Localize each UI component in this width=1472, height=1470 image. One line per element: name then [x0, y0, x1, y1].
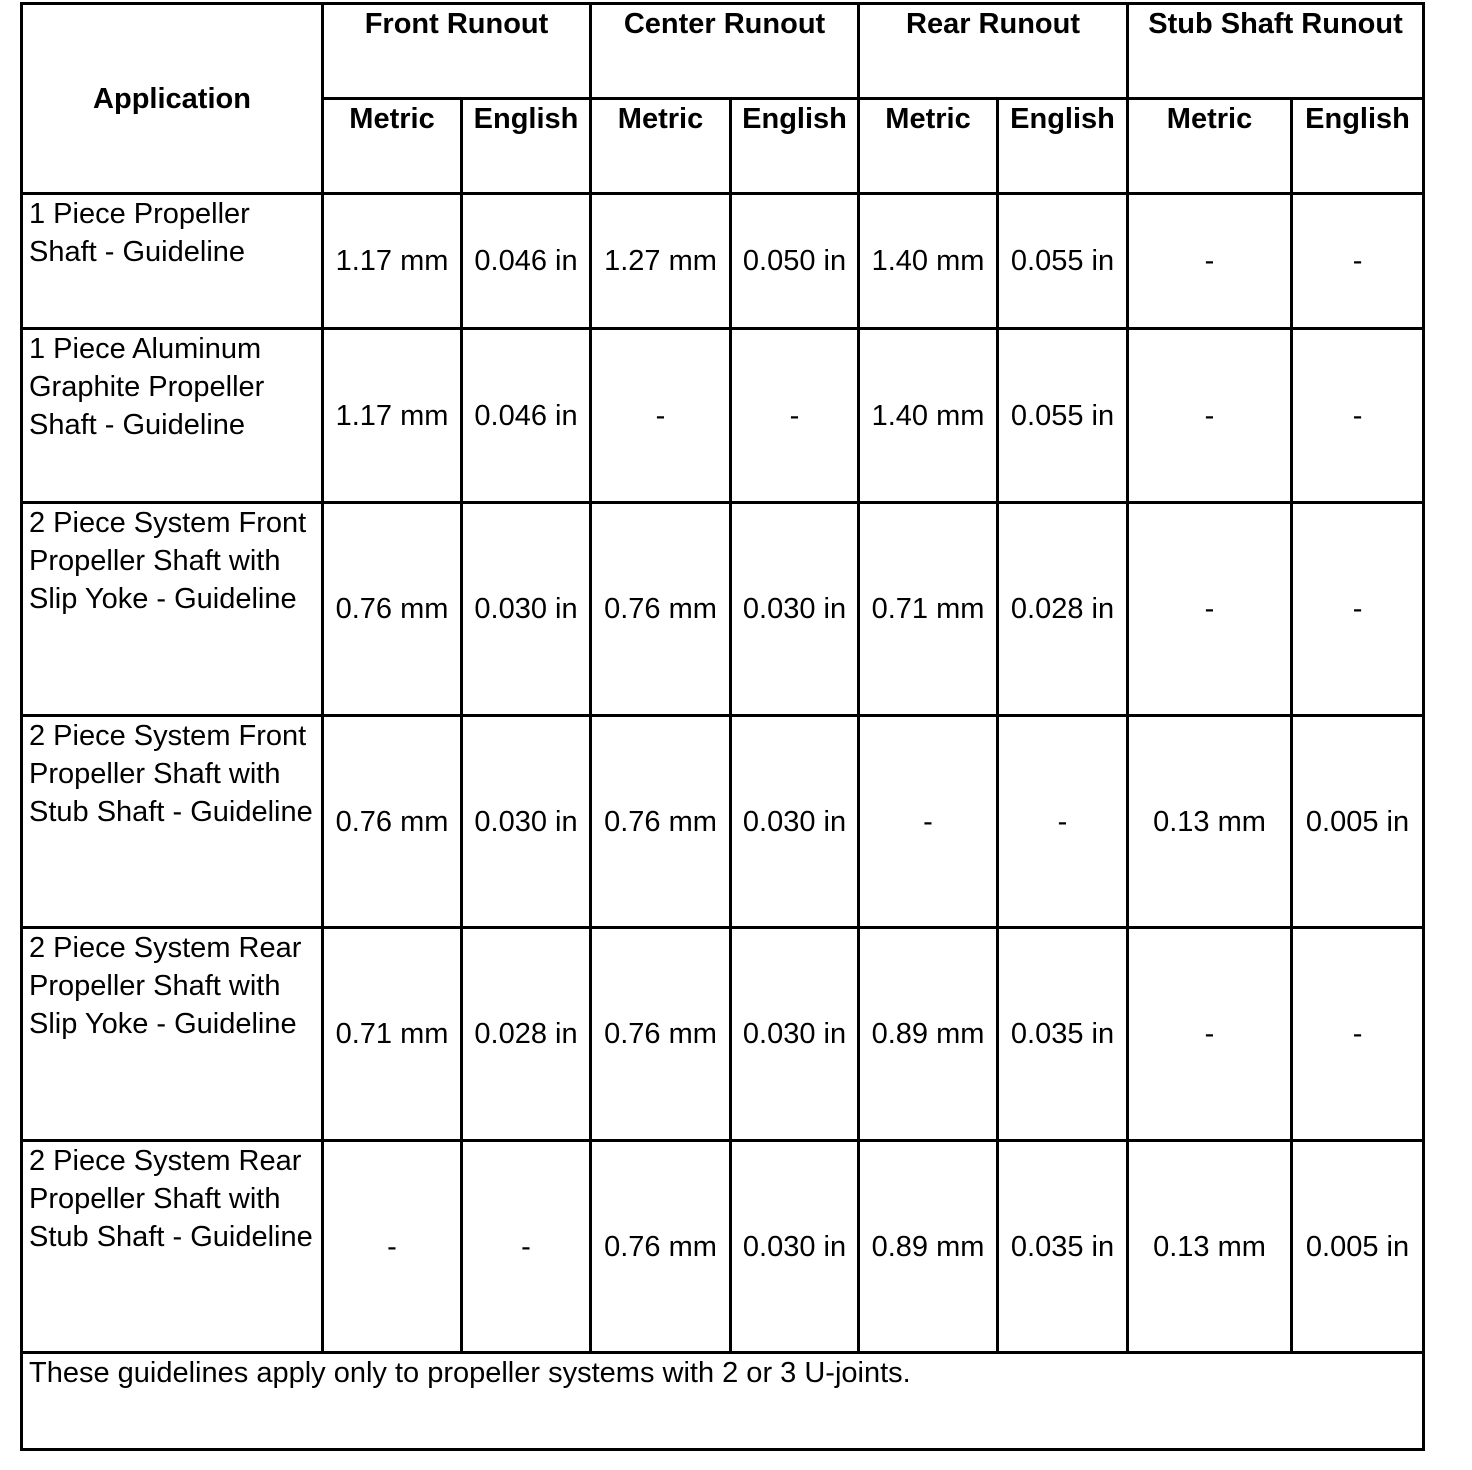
front-english-cell: 0.028 in [462, 928, 591, 1141]
application-cell: 2 Piece System Rear Propeller Shaft with Stub Shaft - Guideline [22, 1141, 323, 1353]
center-english-cell: 0.050 in [731, 194, 859, 329]
stub-english-cell: - [1292, 329, 1424, 503]
stub-metric-cell: - [1128, 928, 1292, 1141]
rear-metric-cell: 0.71 mm [859, 503, 998, 716]
table-row [22, 503, 1424, 716]
stub-english-cell: 0.005 in [1292, 716, 1424, 928]
center-english-cell: 0.030 in [731, 928, 859, 1141]
table-row [22, 1141, 1424, 1353]
stub-english-header: English [1292, 99, 1424, 194]
rear-english-cell: 0.055 in [998, 194, 1128, 329]
application-cell: 2 Piece System Front Propeller Shaft with Stub Shaft - Guideline [22, 716, 323, 928]
stub-shaft-runout-header: Stub Shaft Runout [1128, 4, 1424, 99]
front-metric-cell: - [323, 1141, 462, 1353]
stub-metric-cell: - [1128, 503, 1292, 716]
stub-metric-cell: 0.13 mm [1128, 1141, 1292, 1353]
front-metric-cell: 0.76 mm [323, 503, 462, 716]
front-english-header: English [462, 99, 591, 194]
stub-english-cell: - [1292, 503, 1424, 716]
rear-metric-cell: 1.40 mm [859, 194, 998, 329]
table-row [22, 194, 1424, 329]
stub-metric-cell: - [1128, 194, 1292, 329]
front-metric-cell: 1.17 mm [323, 329, 462, 503]
stub-metric-cell: - [1128, 329, 1292, 503]
stub-english-cell: 0.005 in [1292, 1141, 1424, 1353]
application-cell: 2 Piece System Front Propeller Shaft with Slip Yoke - Guideline [22, 503, 323, 716]
center-english-cell: 0.030 in [731, 503, 859, 716]
front-metric-cell: 0.76 mm [323, 716, 462, 928]
center-metric-cell: 0.76 mm [591, 716, 731, 928]
rear-metric-cell: 0.89 mm [859, 1141, 998, 1353]
center-metric-cell: 1.27 mm [591, 194, 731, 329]
center-metric-cell: - [591, 329, 731, 503]
front-metric-header: Metric [323, 99, 462, 194]
stub-metric-cell: 0.13 mm [1128, 716, 1292, 928]
front-english-cell: 0.030 in [462, 503, 591, 716]
center-metric-cell: 0.76 mm [591, 503, 731, 716]
table-row [22, 329, 1424, 503]
rear-english-cell: 0.055 in [998, 329, 1128, 503]
front-runout-header: Front Runout [323, 4, 591, 99]
stub-english-cell: - [1292, 194, 1424, 329]
front-english-cell: 0.030 in [462, 716, 591, 928]
center-metric-header: Metric [591, 99, 731, 194]
application-cell: 2 Piece System Rear Propeller Shaft with Slip Yoke - Guideline [22, 928, 323, 1141]
stub-metric-header: Metric [1128, 99, 1292, 194]
table-row [22, 716, 1424, 928]
center-english-cell: 0.030 in [731, 716, 859, 928]
stub-english-cell: - [1292, 928, 1424, 1141]
rear-metric-cell: 0.89 mm [859, 928, 998, 1141]
center-english-cell: 0.030 in [731, 1141, 859, 1353]
rear-metric-cell: 1.40 mm [859, 329, 998, 503]
center-english-header: English [731, 99, 859, 194]
application-header: Application [22, 4, 323, 194]
rear-metric-cell: - [859, 716, 998, 928]
center-english-cell: - [731, 329, 859, 503]
rear-runout-header: Rear Runout [859, 4, 1128, 99]
application-cell: 1 Piece Propeller Shaft - Guideline [22, 194, 323, 329]
center-metric-cell: 0.76 mm [591, 928, 731, 1141]
center-metric-cell: 0.76 mm [591, 1141, 731, 1353]
rear-english-cell: 0.035 in [998, 928, 1128, 1141]
rear-english-cell: 0.028 in [998, 503, 1128, 716]
table-row [22, 928, 1424, 1141]
front-english-cell: - [462, 1141, 591, 1353]
rear-english-cell: - [998, 716, 1128, 928]
rear-english-header: English [998, 99, 1128, 194]
front-english-cell: 0.046 in [462, 194, 591, 329]
front-metric-cell: 0.71 mm [323, 928, 462, 1141]
rear-english-cell: 0.035 in [998, 1141, 1128, 1353]
front-english-cell: 0.046 in [462, 329, 591, 503]
application-cell: 1 Piece Aluminum Graphite Propeller Shaft - Guideline [22, 329, 323, 503]
note-row [22, 1353, 1424, 1450]
center-runout-header: Center Runout [591, 4, 859, 99]
footnote: These guidelines apply only to propeller systems with 2 or 3 U-joints. [22, 1353, 1424, 1450]
rear-metric-header: Metric [859, 99, 998, 194]
front-metric-cell: 1.17 mm [323, 194, 462, 329]
runout-spec-table [20, 2, 1425, 1451]
